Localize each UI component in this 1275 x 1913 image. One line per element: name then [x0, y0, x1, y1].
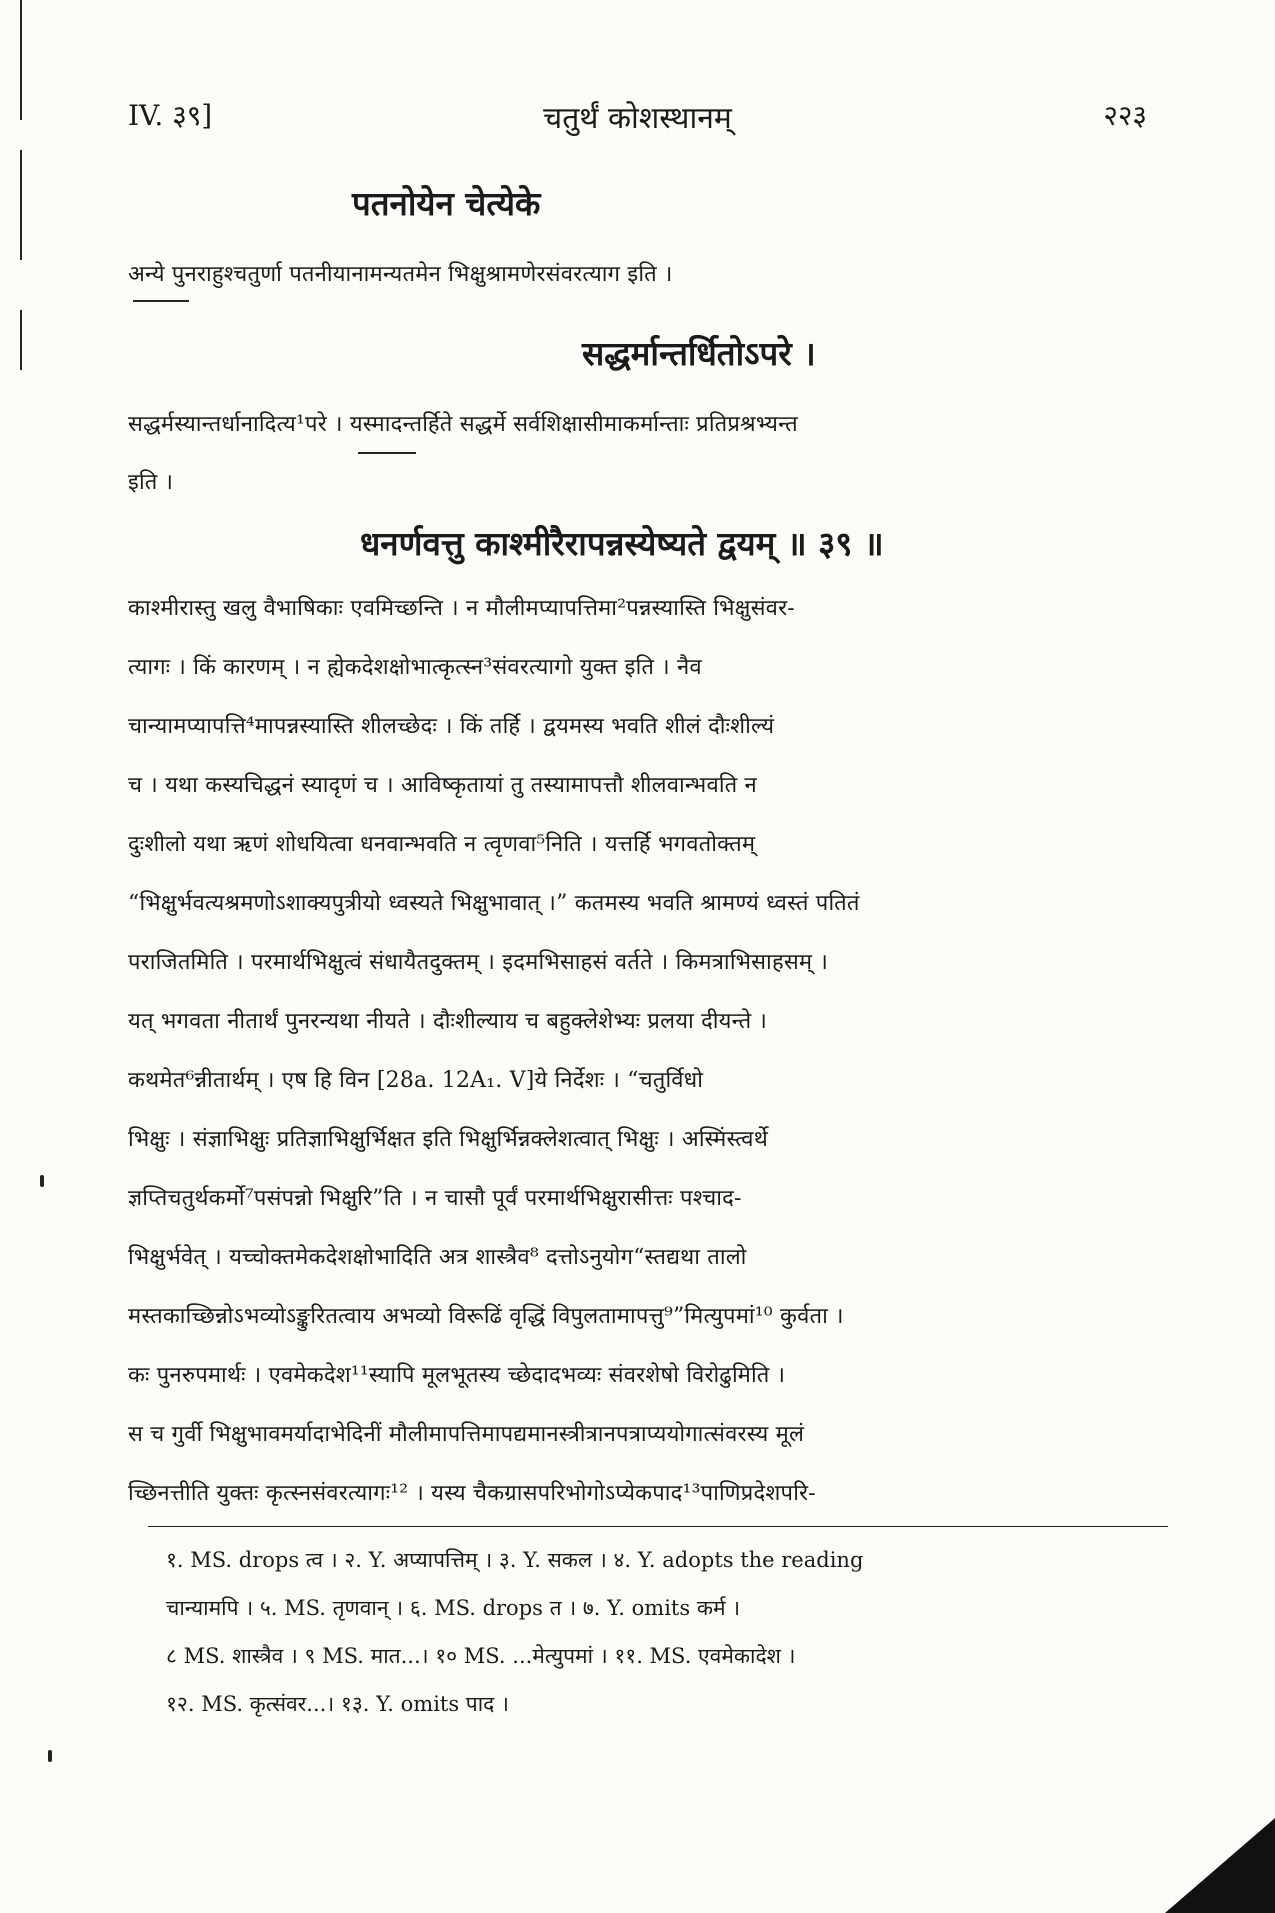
commentary-line: च्छिनत्तीति युक्तः कृत्स्नसंवरत्यागः¹² । यस्य चैकग्रासपरिभोगोऽप्येकपाद¹³पाणिप्रदेशपरि-: [128, 1481, 816, 1506]
page-number: २२३: [1103, 99, 1147, 132]
scan-speck: [48, 1750, 52, 1762]
commentary-line: इति ।: [128, 470, 174, 495]
underline-mark: [133, 300, 189, 302]
commentary-line: सद्धर्मस्यान्तर्धानादित्य¹परे । यस्मादन्तर्हिते सद्धर्मे सर्वशिक्षासीमाकर्मान्ताः प्रतिप्रश्रभ्यन्त: [128, 412, 798, 437]
scan-speck: [40, 1175, 44, 1187]
commentary-line: चान्यामप्यापत्ति⁴मापन्नस्यास्ति शीलच्छेदः । किं तर्हि । द्वयमस्य भवति शीलं दौःशील्यं: [128, 714, 775, 739]
commentary-line: भिक्षुर्भवेत् । यच्चोक्तमेकदेशक्षोभादिति अत्र शास्त्रैव⁸ दत्तोऽनुयोग“स्तद्यथा तालो: [128, 1245, 747, 1270]
commentary-line: पराजितमिति । परमार्थभिक्षुत्वं संधायैतदुक्तम् । इदमभिसाहसं वर्तते । किमत्राभिसाहसम् ।: [128, 950, 828, 975]
commentary-line: दुःशीलो यथा ऋणं शोधयित्वा धनवान्भवति न त्वृणवा⁵निति । यत्तर्हि भगवतोक्तम्: [128, 832, 756, 857]
commentary-line: कः पुनरुपमार्थः । एवमेकदेश¹¹स्यापि मूलभूतस्य च्छेदादभव्यः संवरशेषो विरोढुमिति ।: [128, 1363, 786, 1388]
scan-edge-mark: [20, 310, 22, 370]
footnote-line: ८ MS. शास्त्रैव । ९ MS. मात...। १० MS. ...मेत्युपमां । ११. MS. एवमेकादेश ।: [166, 1644, 796, 1668]
commentary-line: स च गुर्वी भिक्षुभावमर्यादाभेदिनीं मौलीमापत्तिमापद्यमानस्त्रीत्रानपत्राप्ययोगात्संवरस्य मूलं: [128, 1422, 805, 1447]
commentary-line: “भिक्षुर्भवत्यश्रमणोऽशाक्यपुत्रीयो ध्वस्यते भिक्षुभावात् ।” कतमस्य भवति श्रामण्यं ध्वस्तं पतितं: [128, 891, 860, 916]
scan-edge-mark: [20, 0, 22, 120]
commentary-line: कथमेत⁶न्नीतार्थम् । एष हि विन [28a. 12A₁. V]ये निर्देशः । “चतुर्विधो: [128, 1068, 704, 1093]
scan-edge-mark: [20, 150, 22, 260]
commentary-line: त्यागः । किं कारणम् । न ह्येकदेशक्षोभात्कृत्स्न³संवरत्यागो युक्त इति । नैव: [128, 655, 702, 680]
commentary-line: काश्मीरास्तु खलु वैभाषिकाः एवमिच्छन्ति । न मौलीमप्यापत्तिमा²पन्नस्यास्ति भिक्षुसंवर-: [128, 596, 795, 621]
commentary-line: अन्ये पुनराहुश्चतुर्णा पतनीयानामन्यतमेन भिक्षुश्रामणेरसंवरत्याग इति ।: [128, 262, 673, 287]
verse-line: धनर्णवत्तु काश्मीरैरापन्नस्येष्यते द्वयम् ॥ ३९ ॥: [360, 524, 884, 563]
running-header: [128, 96, 1147, 136]
commentary-line: ज्ञप्तिचतुर्थकर्मो⁷पसंपन्नो भिक्षुरि”ति । न चासौ पूर्वं परमार्थभिक्षुरासीत्तः पश्चाद-: [128, 1186, 742, 1211]
scan-corner-shadow: [1165, 1818, 1275, 1913]
commentary-line: मस्तकाच्छिन्नोऽभव्योऽङ्कुरितत्वाय अभव्यो विरूढिं वृद्धिं विपुलतामापत्तु⁹”मित्युपमां¹⁰ कुर्वता ।: [128, 1304, 844, 1329]
commentary-line: च । यथा कस्यचिद्धनं स्यादृणं च । आविष्कृतायां तु तस्यामापत्तौ शीलवान्भवति न: [128, 773, 757, 798]
verse-line: सद्धर्मान्तर्धितोऽपरे ।: [582, 334, 816, 373]
underline-mark: [358, 452, 416, 454]
chapter-title: चतुर्थं कोशस्थानम्: [543, 101, 732, 136]
commentary-line: भिक्षुः । संज्ञाभिक्षुः प्रतिज्ञाभिक्षुर्भिक्षत इति भिक्षुर्भिन्नक्लेशत्वात् भिक्षुः । अस्मिंस्त्वर्थे: [128, 1127, 768, 1152]
footnote-line: १२. MS. कृत्संवर...। १३. Y. omits पाद ।: [166, 1692, 509, 1716]
footnote-line: चान्यामपि । ५. MS. तृणवान् । ६. MS. drops त । ७. Y. omits कर्म ।: [166, 1596, 741, 1620]
commentary-line: यत् भगवता नीतार्थं पुनरन्यथा नीयते । दौःशील्याय च बहुक्लेशेभ्यः प्रलया दीयन्ते ।: [128, 1009, 768, 1034]
verse-line: पतनोयेन चेत्येके: [352, 184, 541, 223]
section-reference: IV. ३९]: [128, 99, 213, 132]
footnote-line: १. MS. drops त्व । २. Y. अप्यापत्तिम् । ३. Y. सकल । ४. Y. adopts the reading: [166, 1548, 864, 1572]
footnote-separator: [148, 1526, 1168, 1527]
